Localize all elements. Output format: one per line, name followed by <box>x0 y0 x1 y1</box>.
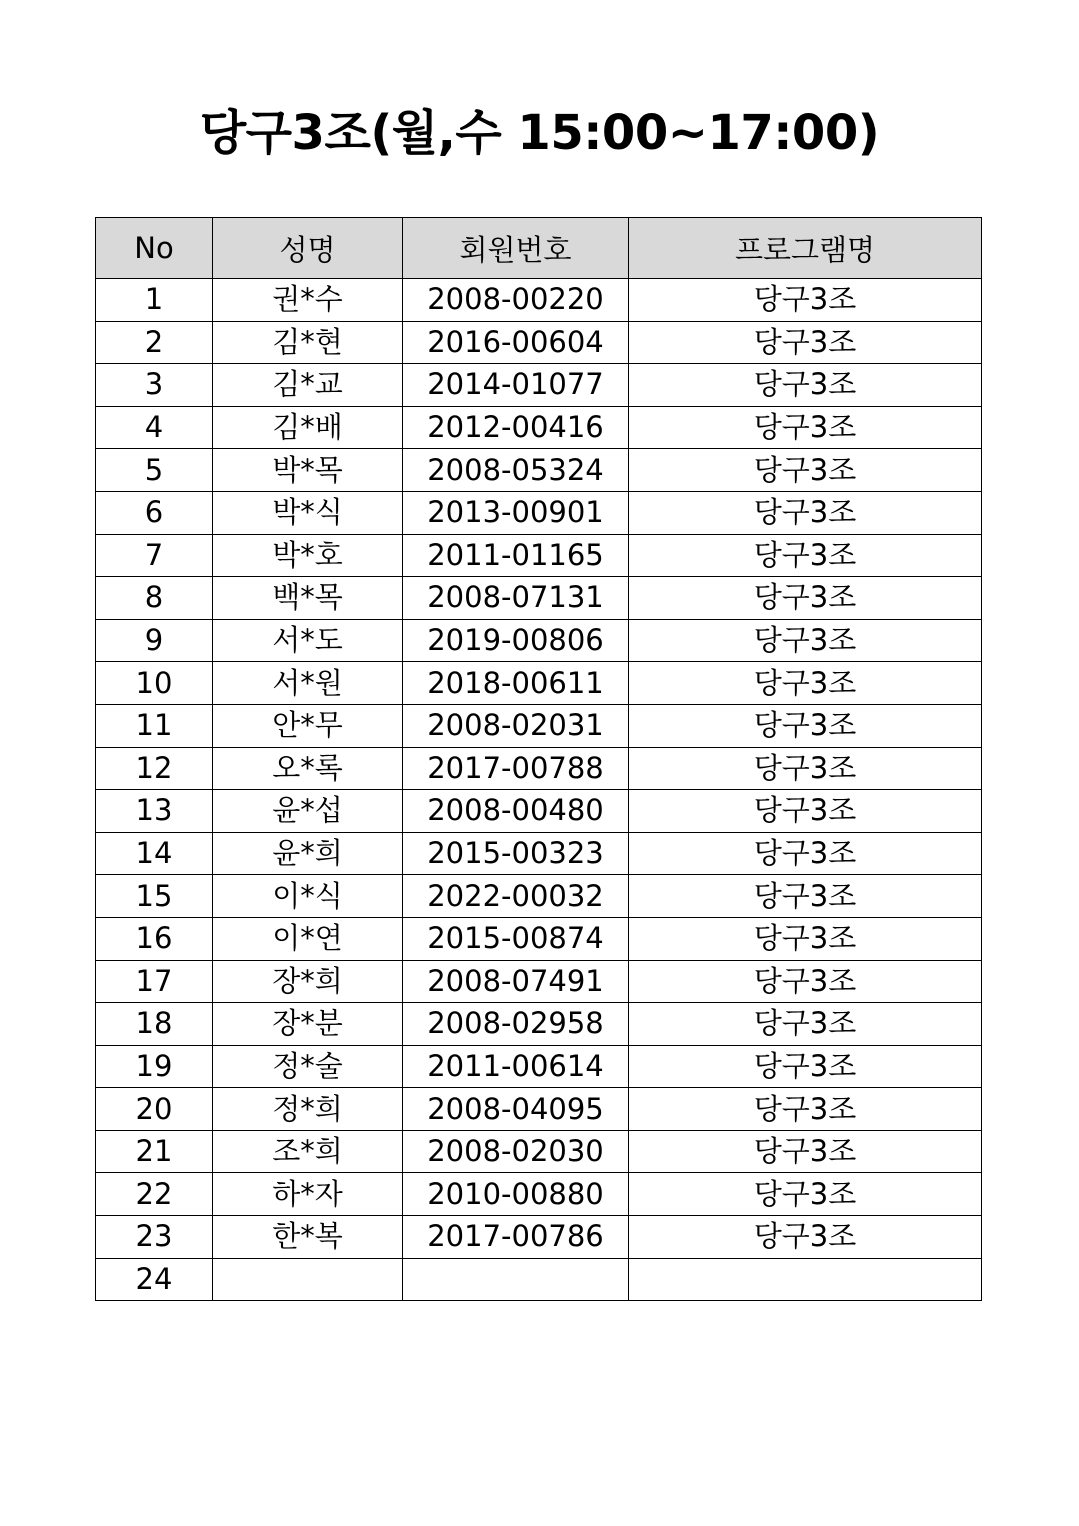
cell-name <box>213 1258 403 1301</box>
table-row <box>96 534 982 577</box>
table-row <box>96 491 982 534</box>
cell-no: 19 <box>96 1045 213 1088</box>
cell-program: 당구3조 <box>629 1216 982 1259</box>
cell-name: 조*희 <box>213 1130 403 1173</box>
cell-no: 4 <box>96 406 213 449</box>
table-row <box>96 704 982 747</box>
cell-name: 김*현 <box>213 321 403 364</box>
cell-program: 당구3조 <box>629 960 982 1003</box>
cell-member-id: 2017-00786 <box>403 1216 629 1259</box>
table-row <box>96 321 982 364</box>
table-row <box>96 747 982 790</box>
cell-name: 하*자 <box>213 1173 403 1216</box>
cell-program: 당구3조 <box>629 406 982 449</box>
table-row <box>96 790 982 833</box>
cell-no: 15 <box>96 875 213 918</box>
cell-program: 당구3조 <box>629 747 982 790</box>
table-row <box>96 662 982 705</box>
cell-no: 10 <box>96 662 213 705</box>
header-program: 프로그램명 <box>629 218 982 279</box>
table-row <box>96 619 982 662</box>
table-row <box>96 1003 982 1046</box>
cell-no: 1 <box>96 279 213 322</box>
cell-name: 오*록 <box>213 747 403 790</box>
cell-member-id: 2019-00806 <box>403 619 629 662</box>
header-member-id: 회원번호 <box>403 218 629 279</box>
table-row <box>96 1088 982 1131</box>
cell-program: 당구3조 <box>629 491 982 534</box>
cell-program: 당구3조 <box>629 619 982 662</box>
cell-name: 이*식 <box>213 875 403 918</box>
cell-member-id: 2008-04095 <box>403 1088 629 1131</box>
cell-no: 2 <box>96 321 213 364</box>
cell-name: 김*배 <box>213 406 403 449</box>
cell-member-id: 2008-02031 <box>403 704 629 747</box>
cell-name: 정*술 <box>213 1045 403 1088</box>
table-row <box>96 1173 982 1216</box>
cell-member-id: 2014-01077 <box>403 364 629 407</box>
cell-name: 백*목 <box>213 577 403 620</box>
cell-member-id: 2008-00480 <box>403 790 629 833</box>
header-name: 성명 <box>213 218 403 279</box>
cell-no: 6 <box>96 491 213 534</box>
cell-program: 당구3조 <box>629 1003 982 1046</box>
cell-name: 서*도 <box>213 619 403 662</box>
cell-name: 박*호 <box>213 534 403 577</box>
cell-member-id: 2011-00614 <box>403 1045 629 1088</box>
member-table <box>95 217 982 1301</box>
table-row <box>96 406 982 449</box>
cell-no: 14 <box>96 832 213 875</box>
table-row <box>96 960 982 1003</box>
cell-name: 이*연 <box>213 917 403 960</box>
cell-program: 당구3조 <box>629 662 982 705</box>
cell-member-id <box>403 1258 629 1301</box>
table-row <box>96 364 982 407</box>
cell-member-id: 2018-00611 <box>403 662 629 705</box>
cell-no: 3 <box>96 364 213 407</box>
cell-member-id: 2008-07131 <box>403 577 629 620</box>
cell-member-id: 2017-00788 <box>403 747 629 790</box>
cell-program: 당구3조 <box>629 534 982 577</box>
cell-name: 안*무 <box>213 704 403 747</box>
cell-no: 23 <box>96 1216 213 1259</box>
cell-name: 장*분 <box>213 1003 403 1046</box>
table-row <box>96 1258 982 1301</box>
cell-no: 22 <box>96 1173 213 1216</box>
cell-member-id: 2022-00032 <box>403 875 629 918</box>
cell-program: 당구3조 <box>629 279 982 322</box>
cell-member-id: 2008-05324 <box>403 449 629 492</box>
cell-name: 정*희 <box>213 1088 403 1131</box>
cell-no: 24 <box>96 1258 213 1301</box>
cell-member-id: 2013-00901 <box>403 491 629 534</box>
cell-member-id: 2011-01165 <box>403 534 629 577</box>
cell-program: 당구3조 <box>629 1088 982 1131</box>
cell-no: 9 <box>96 619 213 662</box>
cell-no: 8 <box>96 577 213 620</box>
cell-name: 한*복 <box>213 1216 403 1259</box>
cell-program: 당구3조 <box>629 1130 982 1173</box>
table-row <box>96 577 982 620</box>
cell-no: 18 <box>96 1003 213 1046</box>
cell-member-id: 2008-00220 <box>403 279 629 322</box>
table-row <box>96 1216 982 1259</box>
cell-member-id: 2012-00416 <box>403 406 629 449</box>
cell-no: 12 <box>96 747 213 790</box>
cell-program: 당구3조 <box>629 449 982 492</box>
cell-program: 당구3조 <box>629 704 982 747</box>
cell-name: 박*식 <box>213 491 403 534</box>
cell-program: 당구3조 <box>629 1045 982 1088</box>
cell-name: 권*수 <box>213 279 403 322</box>
cell-name: 김*교 <box>213 364 403 407</box>
cell-member-id: 2010-00880 <box>403 1173 629 1216</box>
table-row <box>96 1045 982 1088</box>
cell-name: 윤*희 <box>213 832 403 875</box>
table-body <box>96 279 982 1301</box>
cell-member-id: 2008-02958 <box>403 1003 629 1046</box>
cell-no: 7 <box>96 534 213 577</box>
cell-no: 5 <box>96 449 213 492</box>
cell-program: 당구3조 <box>629 875 982 918</box>
cell-no: 21 <box>96 1130 213 1173</box>
cell-program: 당구3조 <box>629 321 982 364</box>
table-row <box>96 875 982 918</box>
cell-program: 당구3조 <box>629 790 982 833</box>
table-row <box>96 279 982 322</box>
cell-program: 당구3조 <box>629 832 982 875</box>
cell-member-id: 2015-00874 <box>403 917 629 960</box>
cell-name: 서*원 <box>213 662 403 705</box>
table-header-row <box>96 218 982 279</box>
cell-no: 13 <box>96 790 213 833</box>
cell-name: 장*희 <box>213 960 403 1003</box>
header-no: No <box>96 218 213 279</box>
cell-member-id: 2008-07491 <box>403 960 629 1003</box>
cell-no: 16 <box>96 917 213 960</box>
cell-member-id: 2016-00604 <box>403 321 629 364</box>
cell-member-id: 2015-00323 <box>403 832 629 875</box>
page-title: 당구3조(월,수 15:00~17:00) <box>199 105 880 161</box>
cell-name: 윤*섭 <box>213 790 403 833</box>
cell-program <box>629 1258 982 1301</box>
table-row <box>96 832 982 875</box>
cell-program: 당구3조 <box>629 364 982 407</box>
cell-member-id: 2008-02030 <box>403 1130 629 1173</box>
table-row <box>96 449 982 492</box>
table-row <box>96 1130 982 1173</box>
table-row <box>96 917 982 960</box>
cell-program: 당구3조 <box>629 917 982 960</box>
cell-program: 당구3조 <box>629 1173 982 1216</box>
cell-no: 11 <box>96 704 213 747</box>
cell-name: 박*목 <box>213 449 403 492</box>
cell-no: 17 <box>96 960 213 1003</box>
cell-program: 당구3조 <box>629 577 982 620</box>
cell-no: 20 <box>96 1088 213 1131</box>
